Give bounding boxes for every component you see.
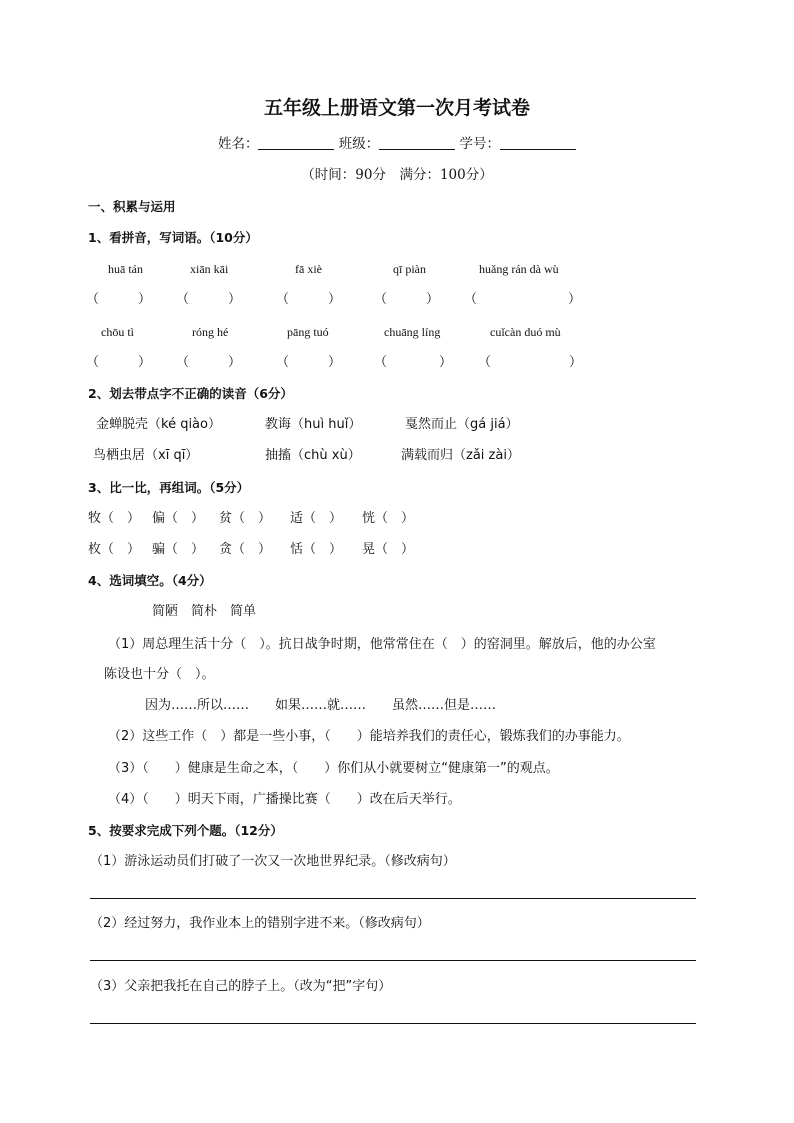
question-3-heading: 3、比一比，再组词。（5分）: [88, 480, 250, 495]
pronunciation-item[interactable]: 教诲（huì huǐ）: [265, 417, 362, 432]
task-item: （1）游泳运动员们打破了一次又一次地世界纪录。（修改病句）: [90, 854, 456, 869]
answer-paren[interactable]: （ ）: [374, 292, 440, 307]
answer-paren[interactable]: （ ）: [176, 292, 242, 307]
pinyin-item: qī piàn: [393, 262, 426, 276]
question-4-heading: 4、选词填空。（4分）: [88, 573, 212, 588]
pronunciation-item[interactable]: 满载而归（zǎi zài）: [401, 448, 520, 463]
pronunciation-item[interactable]: 鸟栖虫居（xī qī）: [93, 448, 199, 463]
answer-line[interactable]: [90, 898, 696, 899]
fill-sentence[interactable]: 陈设也十分（ ）。: [104, 667, 215, 682]
compare-item[interactable]: 偏（ ）: [152, 511, 205, 526]
name-blank[interactable]: [258, 135, 334, 150]
pinyin-item: pāng tuó: [287, 325, 329, 339]
pinyin-item: huā tán: [108, 262, 143, 276]
compare-item[interactable]: 骗（ ）: [152, 542, 205, 557]
answer-paren[interactable]: （ ）: [464, 292, 582, 307]
compare-item[interactable]: 贪（ ）: [219, 542, 272, 557]
task-item: （3）父亲把我托在自己的脖子上。（改为“把”字句）: [90, 979, 392, 994]
section-heading: 一、积累与运用: [88, 199, 176, 214]
pronunciation-item[interactable]: 金蝉脱壳（ké qiào）: [96, 417, 221, 432]
compare-item[interactable]: 适（ ）: [290, 511, 343, 526]
name-label: 姓名：: [217, 136, 259, 152]
compare-item[interactable]: 枚（ ）: [88, 542, 141, 557]
pinyin-item: huǎng rán dà wù: [479, 262, 559, 276]
word-choices: 简陋 简朴 简单: [152, 604, 257, 619]
exam-info: （时间：90分 满分：100分）: [301, 167, 493, 183]
class-blank[interactable]: [379, 135, 455, 150]
answer-paren[interactable]: （ ）: [276, 292, 342, 307]
fill-sentence[interactable]: （3）（ ）健康是生命之本，（ ）你们从小就要树立“健康第一”的观点。: [108, 761, 559, 776]
question-2-heading: 2、划去带点字不正确的读音（6分）: [88, 386, 293, 401]
page-title: 五年级上册语文第一次月考试卷: [263, 97, 530, 119]
pinyin-item: chōu tì: [101, 325, 134, 339]
answer-paren[interactable]: （ ）: [478, 355, 583, 370]
answer-paren[interactable]: （ ）: [374, 355, 453, 370]
answer-paren[interactable]: （ ）: [86, 292, 152, 307]
task-item: （2）经过努力，我作业本上的错别字进不来。（修改病句）: [90, 916, 430, 931]
answer-line[interactable]: [90, 960, 696, 961]
word-choices: 因为……所以…… 如果……就…… 虽然……但是……: [145, 698, 497, 713]
question-5-heading: 5、按要求完成下列个题。（12分）: [88, 823, 283, 838]
pinyin-item: chuāng líng: [384, 325, 441, 339]
compare-item[interactable]: 贫（ ）: [219, 511, 272, 526]
question-1-heading: 1、看拼音，写词语。（10分）: [88, 230, 258, 245]
id-label: 学号：: [459, 136, 501, 152]
answer-paren[interactable]: （ ）: [176, 355, 242, 370]
answer-paren[interactable]: （ ）: [86, 355, 152, 370]
student-info-row: [0, 135, 794, 153]
fill-sentence[interactable]: （2）这些工作（ ）都是一些小事，（ ）能培养我们的责任心，锻炼我们的办事能力。: [108, 729, 630, 744]
pinyin-item: cuǐcàn duó mù: [490, 325, 561, 339]
answer-paren[interactable]: （ ）: [276, 355, 342, 370]
pinyin-item: róng hé: [192, 325, 229, 339]
compare-item[interactable]: 晃（ ）: [362, 542, 415, 557]
compare-item[interactable]: 牧（ ）: [88, 511, 141, 526]
fill-sentence[interactable]: （4）（ ）明天下雨，广播操比赛（ ）改在后天举行。: [108, 792, 461, 807]
fill-sentence[interactable]: （1）周总理生活十分（ ）。抗日战争时期，他常常住在（ ）的窑洞里。解放后，他的办公室: [108, 637, 656, 652]
compare-item[interactable]: 恬（ ）: [290, 542, 343, 557]
answer-line[interactable]: [90, 1023, 696, 1024]
id-blank[interactable]: [500, 135, 576, 150]
pronunciation-item[interactable]: 戛然而止（gá jiá）: [405, 417, 519, 432]
pronunciation-item[interactable]: 抽搐（chù xù）: [265, 448, 361, 463]
pinyin-item: fā xiè: [295, 262, 322, 276]
pinyin-item: xiān kāi: [190, 262, 229, 276]
compare-item[interactable]: 恍（ ）: [362, 511, 415, 526]
class-label: 班级：: [338, 136, 380, 152]
